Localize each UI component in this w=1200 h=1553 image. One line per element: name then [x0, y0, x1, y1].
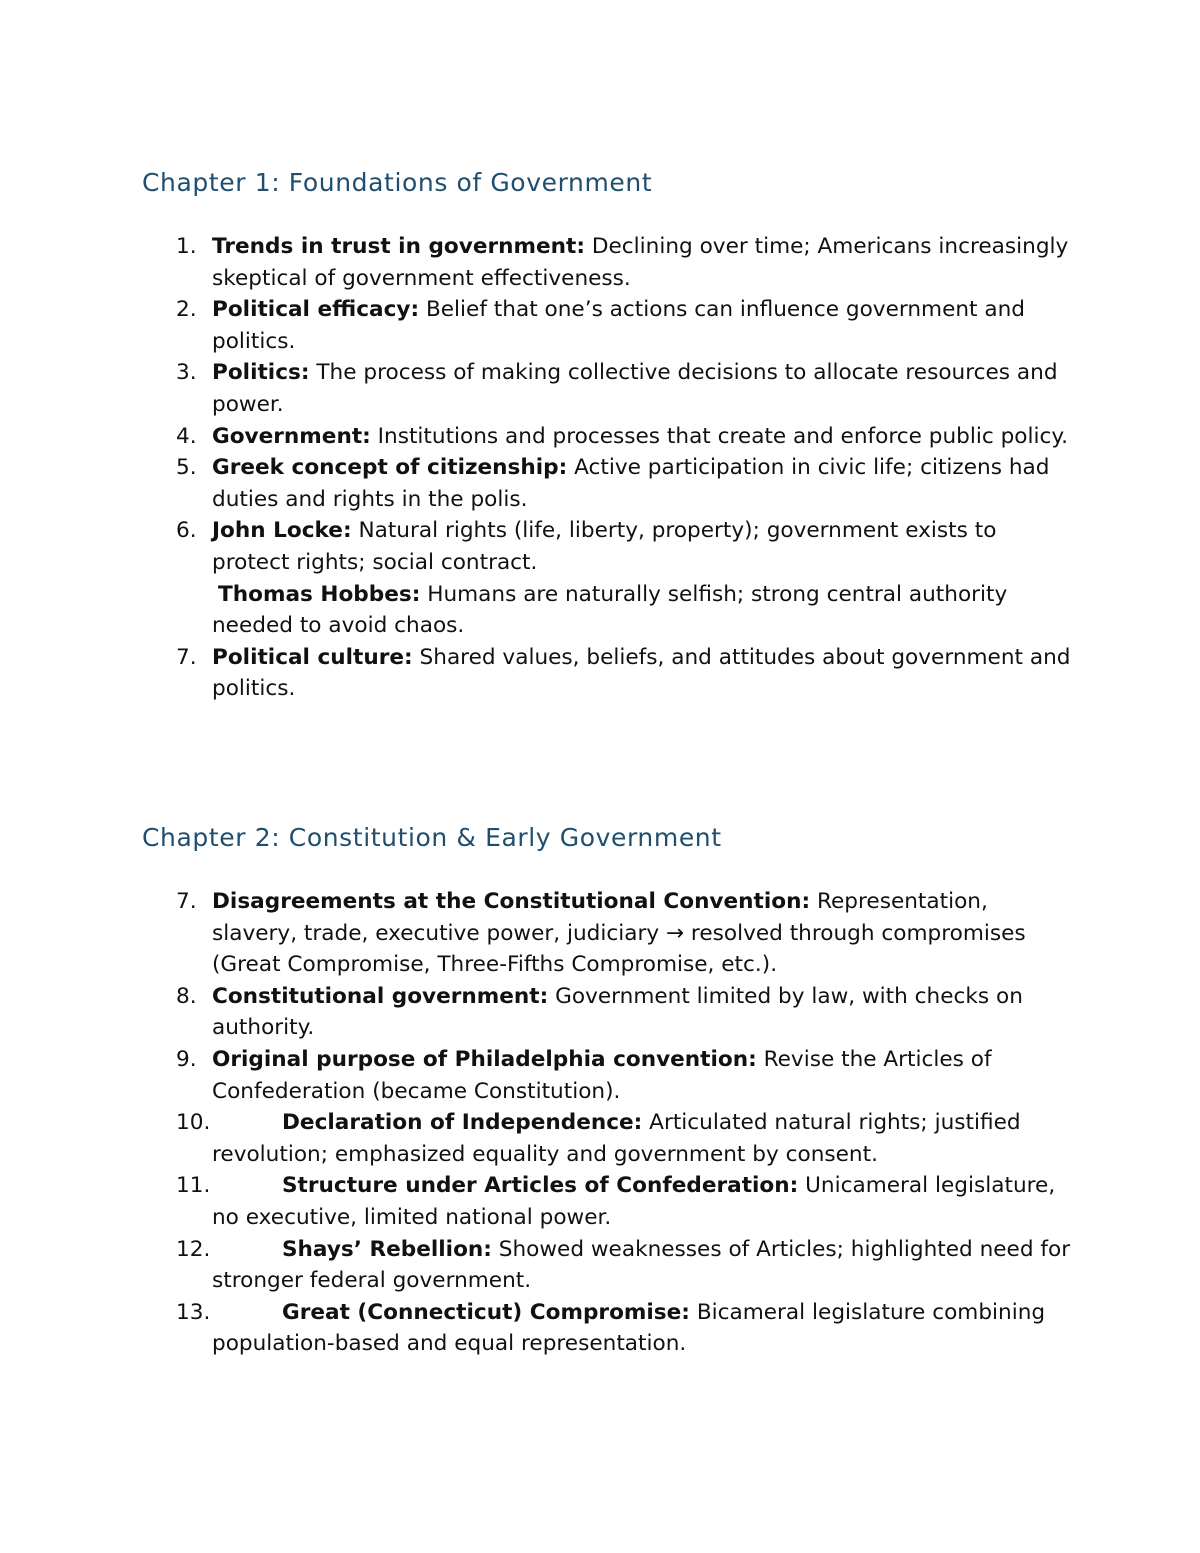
item-term: Structure under Articles of Confederation:: [282, 1173, 799, 1199]
item-number: 7.: [176, 644, 197, 670]
item-number: 5.: [176, 455, 197, 481]
list-item: [0, 1297, 1200, 1360]
item-body: [212, 1297, 1072, 1360]
item-number: 2.: [176, 297, 197, 323]
list-item: [0, 515, 1200, 578]
item-number: 7.: [176, 889, 197, 914]
list-item: [0, 294, 1200, 357]
item-term: Greek concept of citizenship:: [212, 455, 568, 481]
item-body: [212, 294, 1072, 357]
item-body: [212, 1044, 1072, 1107]
item-number: 4.: [176, 423, 197, 449]
list-item: [0, 1170, 1200, 1233]
item-text: Unicameral legislature, no executive, limited national power.: [212, 1173, 1056, 1230]
item-text: Government limited by law, with checks on authority.: [212, 983, 1023, 1041]
list-item: [0, 1107, 1200, 1170]
item-term: Thomas Hobbes:: [218, 581, 421, 607]
item-term: John Locke:: [212, 518, 352, 544]
item-body: [212, 1107, 1072, 1170]
chapter-1-list: [0, 231, 1200, 705]
item-text: Declining over time; Americans increasingly skeptical of government effectiveness.: [212, 234, 1069, 291]
item-number: 13.: [176, 1299, 211, 1325]
list-item: [0, 1234, 1200, 1297]
item-text: Humans are naturally selfish; strong central authority needed to avoid chaos.: [212, 581, 1008, 639]
chapter-2-heading: Chapter 2: Constitution & Early Government: [142, 823, 722, 852]
list-item: [0, 452, 1200, 515]
item-text: Belief that one’s actions can influence government and politics.: [212, 297, 1026, 354]
item-text: Bicameral legislature combining population-based and equal representation.: [212, 1299, 1046, 1357]
item-body: [212, 886, 1072, 981]
chapter-1-heading: Chapter 1: Foundations of Government: [142, 168, 653, 197]
item-term: Political efficacy:: [212, 297, 420, 323]
chapter-2-list: [0, 886, 1200, 1360]
item-term: Government:: [212, 423, 371, 449]
list-item: [0, 579, 1200, 642]
item-number: 10.: [176, 1110, 211, 1136]
item-term: Constitutional government:: [212, 983, 549, 1009]
item-body: [212, 579, 1072, 642]
item-body: [212, 642, 1072, 705]
item-body: [212, 515, 1072, 578]
item-number: 11.: [176, 1173, 211, 1199]
item-number: 9.: [176, 1046, 197, 1072]
list-item: [0, 886, 1200, 981]
item-term: Politics:: [212, 360, 310, 386]
item-text: Representation, slavery, trade, executive power, judiciary → resolved through compromises (Great Compromise, Three-Fifths Compromise, etc.).: [212, 889, 1026, 978]
item-text: Natural rights (life, liberty, property); government exists to protect rights; social contract.: [212, 518, 997, 575]
item-body: [212, 1170, 1072, 1233]
list-item: [0, 231, 1200, 294]
item-text: The process of making collective decisions to allocate resources and power.: [212, 360, 1058, 417]
item-body: [212, 357, 1072, 420]
item-number: 1.: [176, 234, 197, 259]
item-text: Shared values, beliefs, and attitudes about government and politics.: [212, 644, 1071, 702]
item-number: 3.: [176, 360, 197, 386]
item-term: Trends in trust in government:: [212, 234, 585, 259]
item-body: [212, 981, 1072, 1044]
item-text: Active participation in civic life; citizens had duties and rights in the polis.: [212, 455, 1050, 512]
list-item: [0, 1044, 1200, 1107]
list-item: [0, 981, 1200, 1044]
item-term: Great (Connecticut) Compromise:: [282, 1299, 690, 1325]
item-body: [212, 452, 1072, 515]
item-term: Declaration of Independence:: [282, 1110, 643, 1136]
item-term: Disagreements at the Constitutional Convention:: [212, 889, 811, 914]
item-term: Shays’ Rebellion:: [282, 1236, 492, 1262]
item-term: Original purpose of Philadelphia convention:: [212, 1046, 757, 1072]
item-text: Showed weaknesses of Articles; highlighted need for stronger federal government.: [212, 1236, 1071, 1294]
item-number: 6.: [176, 518, 197, 544]
item-term: Political culture:: [212, 644, 413, 670]
item-text: Institutions and processes that create and enforce public policy.: [370, 423, 1068, 449]
item-body: [212, 1234, 1072, 1297]
item-text: Articulated natural rights; justified revolution; emphasized equality and government by consent.: [212, 1110, 1021, 1167]
item-number: 12.: [176, 1236, 211, 1262]
list-item: [0, 357, 1200, 420]
list-item: [0, 642, 1200, 705]
item-number: 8.: [176, 983, 197, 1009]
item-body: [212, 231, 1072, 294]
item-text: Revise the Articles of Confederation (became Constitution).: [212, 1046, 992, 1104]
item-body: [212, 421, 1072, 453]
list-item: [0, 421, 1200, 453]
